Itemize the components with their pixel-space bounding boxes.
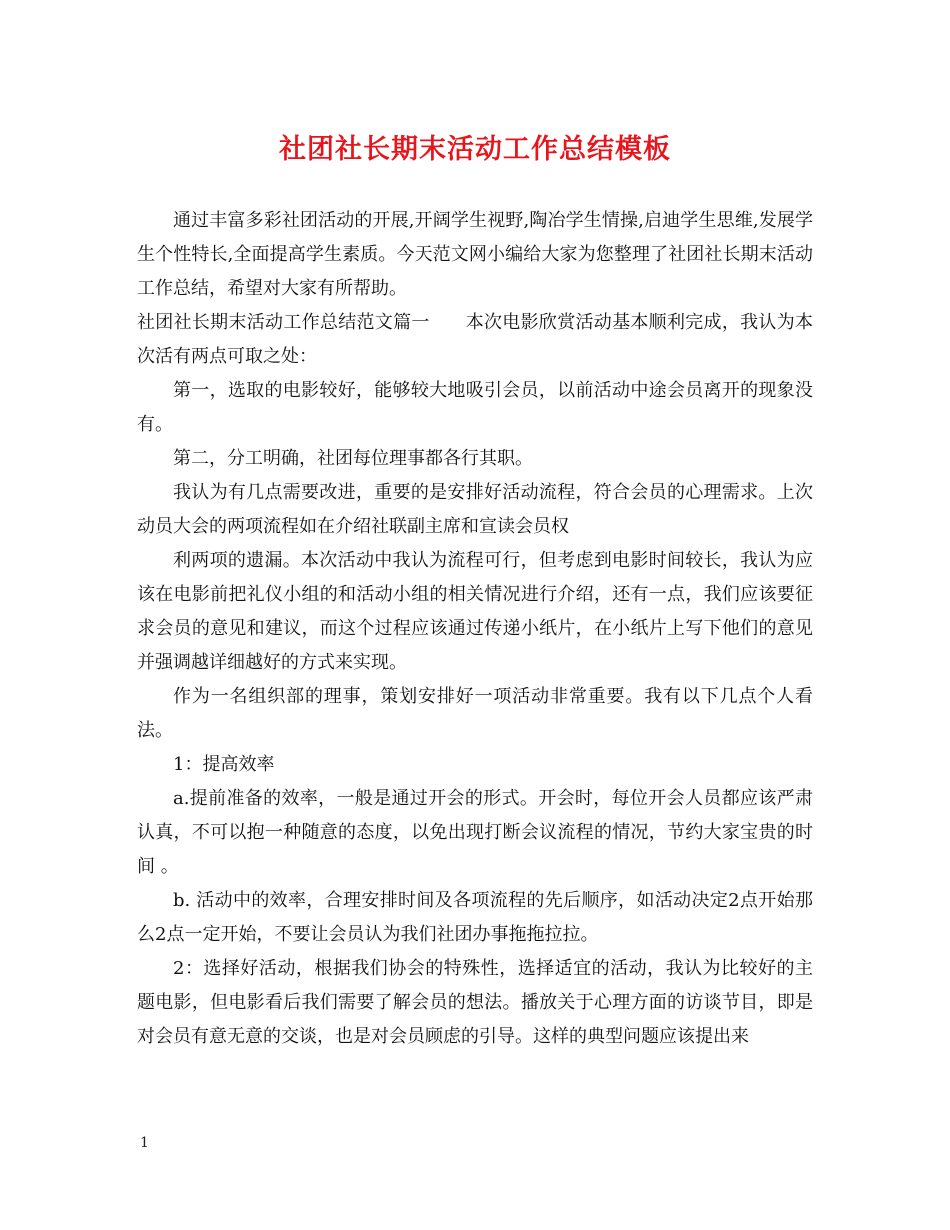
point-first-paragraph: 第一，选取的电影较好，能够较大地吸引会员，以前活动中途会员离开的现象没有。 xyxy=(137,380,813,435)
improvement-paragraph: 我认为有几点需要改进，重要的是安排好活动流程，符合会员的心理需求。上次动员大会的两项流程如在介绍社联副主席和宣读会员权 xyxy=(137,482,813,537)
process-paragraph: 利两项的遗漏。本次活动中我认为流程可行，但考虑到电影时间较长，我认为应该在电影前把礼仪小组的和活动小组的相关情况进行介绍，还有一点，我们应该要征求会员的意见和建议，而这个过程应该通过传递小纸片，在小纸片上写下他们的意见并强调越详细越好的方式来实现。 xyxy=(137,550,813,673)
section-heading: 社团社长期末活动工作总结范文篇一 xyxy=(137,312,430,333)
document-title: 社团社长期末活动工作总结模板 xyxy=(279,134,671,165)
intro-paragraph: 通过丰富多彩社团活动的开展,开阔学生视野,陶冶学生情操,启迪学生思维,发展学生个性特长,全面提高学生素质。今天范文网小编给大家为您整理了社团社长期末活动工作总结，希望对大家有所帮助。 xyxy=(137,210,813,299)
opinion-paragraph: 作为一名组织部的理事，策划安排好一项活动非常重要。我有以下几点个人看法。 xyxy=(137,686,813,741)
efficiency-heading: 1：提高效率 xyxy=(173,754,275,775)
page-number: 1 xyxy=(140,1135,149,1151)
section-lead-text: 本次电影欣赏活动基本顺利完成，我认为本次活有两点可取之处： xyxy=(137,312,814,367)
point-second-paragraph: 第二，分工明确，社团每位理事都各行其职。 xyxy=(173,448,533,469)
section-heading-line xyxy=(137,306,813,374)
document-body xyxy=(137,204,813,1054)
efficiency-item-b: b. 活动中的效率，合理安排时间及各项流程的先后顺序，如活动决定2点开始那么2点一定开始，不要让会员认为我们社团办事拖拖拉拉。 xyxy=(137,890,813,945)
activity-selection-paragraph: 2：选择好活动，根据我们协会的特殊性，选择适宜的活动，我认为比较好的主题电影，但电影看后我们需要了解会员的想法。播放关于心理方面的访谈节目，即是对会员有意无意的交谈，也是对会员顾虑的引导。这样的典型问题应该提出来 xyxy=(137,958,813,1047)
efficiency-item-a: a.提前准备的效率，一般是通过开会的形式。开会时，每位开会人员都应该严肃认真，不可以抱一种随意的态度，以免出现打断会议流程的情况，节约大家宝贵的时间 。 xyxy=(137,788,813,877)
